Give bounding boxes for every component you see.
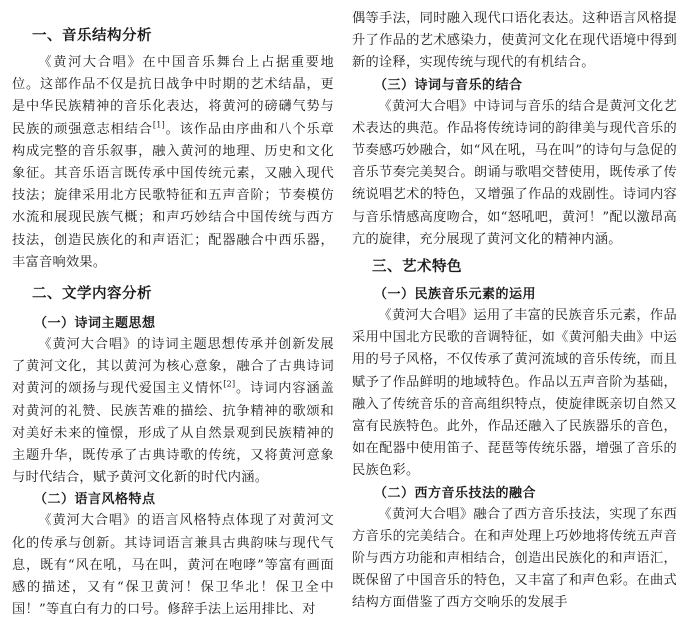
paragraph-language-style: 《黄河大合唱》的语言风格特点体现了对黄河文化的传承与创新。其诗词语言兼具古典韵味与现代气息，既有“风在吼，马在叫，黄河在咆哮”等富有画面感的描述，又有“保卫黄河！保卫华北！保卫全中国！”等直白有力的口号。修辞手法上运用排比、对 [12,513,334,618]
subsection-title-language-style: （二）语言风格特点 [34,492,156,508]
text: 。该作品由序曲和八个乐章构成完整的音乐叙事，融入黄河的地理、历史和文化象征。其音乐语言既传承中国传统元素，又融入现代技法；旋律采用北方民歌特征和五声音阶；节奏模仿水流和展现民族气概；和声巧妙结合中国传统与西方技法，创造民族化的和声语汇；配器融合中西乐器，丰富音响效果。 [12,121,335,270]
subsection-title-folk-elements: （一）民族音乐元素的运用 [374,287,537,303]
citation-2: [2] [223,380,236,390]
section-title-music-structure: 一、音乐结构分析 [32,28,152,44]
subsection-title-western-techniques: （二）西方音乐技法的融合 [374,485,537,501]
subsection-title-poetry-music: （三）诗词与音乐的结合 [374,77,523,93]
paragraph-western-techniques: 《黄河大合唱》融合了西方音乐技法，实现了东西方音乐的完美结合。在和声处理上巧妙地将传统五声音阶与西方功能和声相结合，创造出民族化的和声语汇，既保留了中国音乐的特色，又丰富了和声色彩。在曲式结构方面借鉴了西方交响乐的发展手 [352,506,677,611]
paragraph-poetry-theme [12,334,334,489]
left-column [12,0,334,621]
paragraph-music-structure [12,52,334,274]
text: 。诗词内容涵盖对黄河的礼赞、民族苦难的描绘、抗争精神的歌颂和对美好未来的憧憬，形成了从自然景观到民族精神的主题升华，既传承了古典诗歌的传统，又将黄河意象与时代结合，赋予黄河文化新的时代内涵。 [12,381,334,486]
text: 《黄河大合唱》的诗词主题思想传承并创新发展了黄河文化，其以黄河为核心意象，融合了古典诗词对黄河的颂扬与现代爱国主义情怀 [12,337,334,397]
section-title-literary-content: 二、文学内容分析 [32,286,152,303]
right-column [352,0,677,615]
paragraph-language-style-continued: 偶等手法，同时融入现代口语化表达。这种语言风格提升了作品的艺术感染力，使黄河文化在现代语境中得到新的诠释，实现传统与现代的有机结合。 [352,11,677,71]
text: 《黄河大合唱》在中国音乐舞台上占据重要地位。这部作品不仅是抗日战争中时期的艺术结晶，更是中华民族精神的音乐化表达，将黄河的磅礴气势与民族的顽强意志相结合 [12,55,334,137]
paragraph-folk-elements: 《黄河大合唱》运用了丰富的民族音乐元素，作品采用中国北方民歌的音调特征，如《黄河船夫曲》中运用的号子风格，不仅传承了黄河流域的音乐传统，而且赋予了作品鲜明的地域特色。作品以五声音阶为基础，融入了传统音乐的音高组织特点，使旋律既亲切自然又富有民族特色。此外，作品还融入了民族器乐的音色，如在配器中使用笛子、琵琶等传统乐器，增强了音乐的民族色彩。 [352,308,677,479]
citation-1: [1] [152,120,166,130]
paragraph-poetry-music: 《黄河大合唱》中诗词与音乐的结合是黄河文化艺术表达的典范。作品将传统诗词的韵律美与现代音乐的节奏感巧妙融合，如“风在吼，马在叫”的诗句与急促的音乐节奏完美契合。朗诵与歌唱交替使用，既传承了传统说唱艺术的特色，又增强了作品的戏剧性。诗词内容与音乐情感高度吻合，如“怒吼吧，黄河！”配以激昂高亢的旋律，充分展现了黄河文化的精神内涵。 [352,98,677,247]
section-title-artistic-features: 三、艺术特色 [372,259,462,276]
subsection-title-poetry-theme: （一）诗词主题思想 [34,316,156,332]
